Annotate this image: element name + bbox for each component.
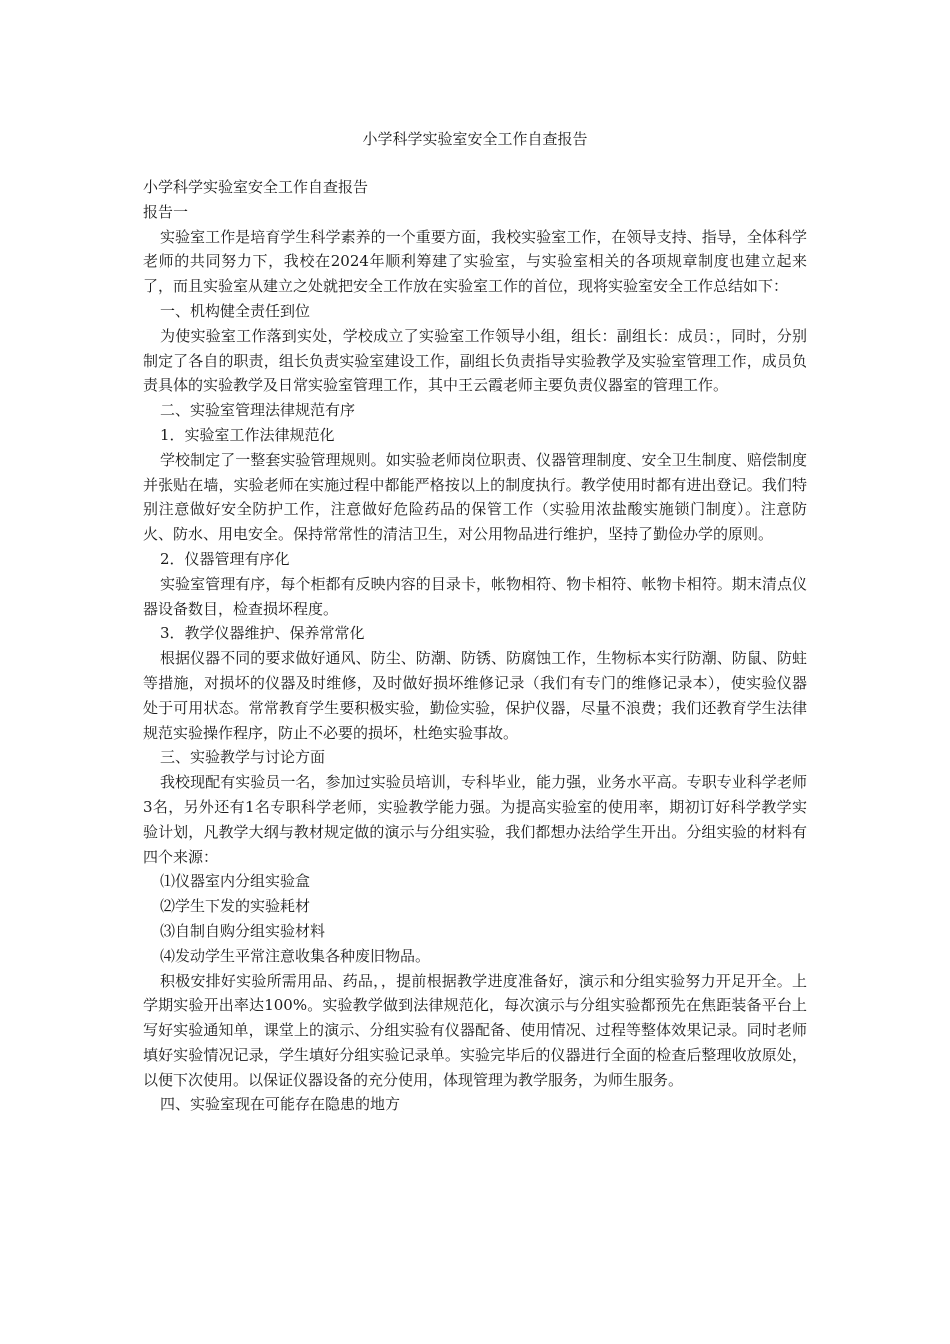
- paragraph: 为使实验室工作落到实处，学校成立了实验室工作领导小组，组长：副组长：成员：，同时，分别制定了各自的职责，组长负责实验室建设工作，副组长负责指导实验教学及实验室管理工作，成员负责具体的实验教学及日常实验室管理工作，其中王云霞老师主要负责仪器室的管理工作。: [143, 326, 807, 395]
- paragraph: 报告一: [143, 202, 189, 221]
- paragraph: 学校制定了一整套实验管理规则。如实验老师岗位职责、仪器管理制度、安全卫生制度、赔偿制度并张贴在墙，实验老师在实施过程中都能严格按以上的制度执行。教学使用时都有进出登记。我们特别注意做好安全防护工作，注意做好危险药品的保管工作（实验用浓盐酸实施锁门制度）。注意防火、防水、用电安全。保持常常性的清洁卫生，对公用物品进行维护，坚持了勤俭办学的原则。: [143, 450, 807, 544]
- paragraph: ⑵学生下发的实验耗材: [160, 897, 311, 916]
- paragraph: 1．实验室工作法律规范化: [160, 425, 335, 444]
- paragraph: 2．仪器管理有序化: [160, 549, 290, 568]
- paragraph: 一、机构健全责任到位: [160, 301, 311, 320]
- paragraph: 小学科学实验室安全工作自查报告: [143, 178, 369, 196]
- paragraph: 实验室管理有序，每个柜都有反映内容的目录卡，帐物相符、物卡相符、帐物卡相符。期末清点仪器设备数目，检查损坏程度。: [143, 574, 807, 618]
- paragraph: ⑷发动学生平常注意收集各种废旧物品。: [160, 946, 431, 965]
- document-title: 小学科学实验室安全工作自查报告: [362, 130, 588, 148]
- paragraph: ⑶自制自购分组实验材料: [160, 921, 326, 940]
- paragraph: 二、实验室管理法律规范有序: [160, 401, 356, 420]
- paragraph: 实验室工作是培育学生科学素养的一个重要方面，我校实验室工作，在领导支持、指导，全体科学老师的共同努力下，我校在2024年顺利筹建了实验室，与实验室相关的各项规章制度也建立起来了，而且实验室从建立之处就把安全工作放在实验室工作的首位，现将实验室安全工作总结如下：: [143, 227, 807, 296]
- paragraph: 四、实验室现在可能存在隐患的地方: [160, 1095, 401, 1114]
- paragraph: ⑴仪器室内分组实验盒: [160, 872, 311, 891]
- paragraph: 积极安排好实验所需用品、药品，，提前根据教学进度准备好，演示和分组实验努力开足开全。上学期实验开出率达100%。实验教学做到法律规范化，每次演示与分组实验都预先在焦距装备平台上写好实验通知单，课堂上的演示、分组实验有仪器配备、使用情况、过程等整体效果记录。同时老师填好实验情况记录，学生填好分组实验记录单。实验完毕后的仪器进行全面的检查后整理收放原处，以便下次使用。以保证仪器设备的充分使用，体现管理为教学服务，为师生服务。: [143, 971, 807, 1089]
- paragraph: 我校现配有实验员一名，参加过实验员培训，专科毕业，能力强，业务水平高。专职专业科学老师3名，另外还有1名专职科学老师，实验教学能力强。为提高实验室的使用率，期初订好科学教学实验计划，凡教学大纲与教材规定做的演示与分组实验，我们都想办法给学生开出。分组实验的材料有四个来源：: [143, 773, 807, 866]
- paragraph: 三、实验教学与讨论方面: [160, 748, 326, 767]
- paragraph: 3．教学仪器维护、保养常常化: [160, 624, 365, 643]
- paragraph: 根据仪器不同的要求做好通风、防尘、防潮、防锈、防腐蚀工作，生物标本实行防潮、防鼠、防蛀等措施，对损坏的仪器及时维修，及时做好损坏维修记录（我们有专门的维修记录本），使实验仪器处于可用状态。常常教育学生要积极实验，勤俭实验，保护仪器，尽量不浪费；我们还教育学生法律规范实验操作程序，防止不必要的损坏，杜绝实验事故。: [143, 649, 807, 742]
- document-body: [143, 175, 807, 1117]
